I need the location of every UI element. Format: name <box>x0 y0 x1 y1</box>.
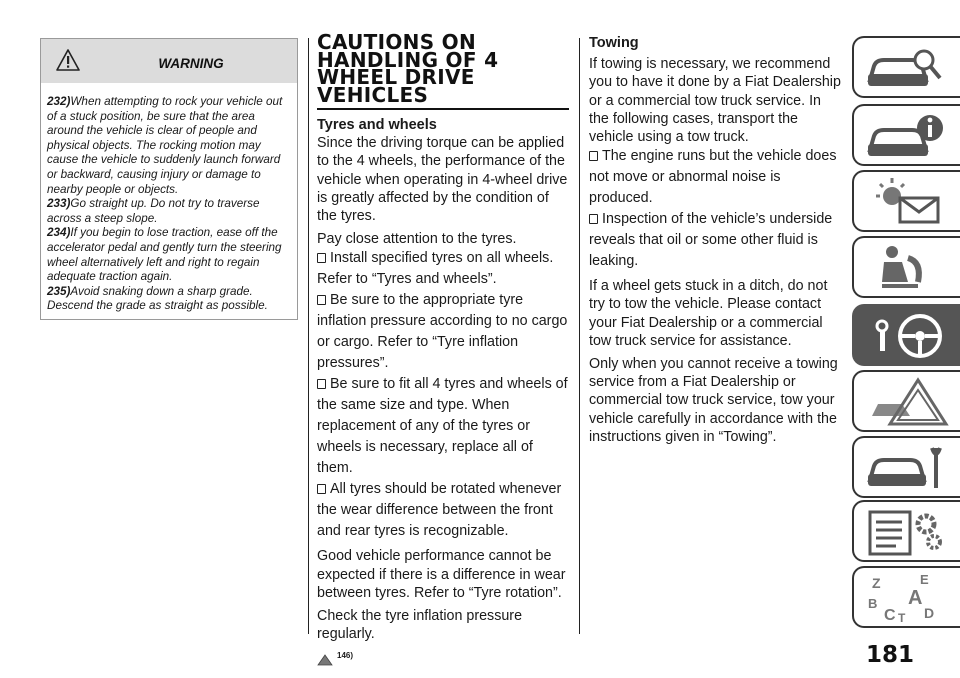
bullet-item <box>589 209 843 272</box>
warning-body <box>47 95 291 314</box>
tab-warning-lights[interactable] <box>852 170 960 232</box>
paragraph: Pay close attention to the tyres. <box>317 231 517 248</box>
paragraph: Since the driving torque can be applied to the 4 wheels, the performance of the vehicle when operating in 4-wheel drive is greatly affected by the condition of the tyres. <box>317 135 568 225</box>
index-letter-d: D <box>924 605 935 621</box>
middle-column <box>317 30 569 666</box>
warning-item-text: Go straight up. Do not try to traverse across a steep slope. <box>47 197 260 225</box>
warning-lights-icon <box>862 176 952 228</box>
column-divider <box>308 38 309 634</box>
paragraph: Only when you cannot receive a towing service from a Fiat Dealership or commercial tow truck service, tow your vehicle carefully in accordance with the instructions given in “Towing”. <box>589 356 838 445</box>
breakdown-triangle-icon <box>862 376 952 428</box>
warning-item-number: 232) <box>47 95 71 108</box>
tab-safety[interactable] <box>852 236 960 298</box>
warning-header <box>41 39 297 83</box>
warning-item <box>47 197 291 226</box>
bullet-item <box>317 290 569 374</box>
index-letter-c: C <box>884 607 896 624</box>
chapter-tabs <box>852 0 960 678</box>
bullet-text: Be sure to the appropriate tyre inflation pressure according to no cargo or cargo. Refer to “Tyre inflation pressures”. <box>317 292 568 372</box>
warning-item <box>47 285 291 314</box>
bullet-text: Install specified tyres on all wheels. Refer to “Tyres and wheels”. <box>317 250 554 288</box>
airbag-seat-icon <box>862 242 952 294</box>
checkbox-bullet-icon <box>589 214 598 224</box>
note-reference <box>317 647 569 665</box>
tab-knowing-instrument-panel[interactable] <box>852 104 960 166</box>
bullet-text: Inspection of the vehicle’s underside reveals that oil or some other fluid is leaking. <box>589 211 833 270</box>
index-letter-b: B <box>868 596 878 611</box>
bullet-item <box>317 374 569 479</box>
bullet-text: Be sure to fit all 4 tyres and wheels of the same size and type. When replacement of any of the tyres or wheels is necessary, replace all of them. <box>317 376 568 477</box>
warning-item-text: Avoid snaking down a sharp grade. Descend the grade as straight as possible. <box>47 284 268 313</box>
tab-getting-to-know-car[interactable] <box>852 36 960 98</box>
subsection-title: Tyres and wheels <box>317 117 437 133</box>
paragraph: Check the tyre inflation pressure regularly. <box>317 608 523 643</box>
index-letter-z: Z <box>872 575 881 591</box>
tab-in-emergency[interactable] <box>852 370 960 432</box>
subsection-title: Towing <box>589 35 639 51</box>
paragraph: Good vehicle performance cannot be expected if there is a difference in wear between tyres. Refer to “Tyre rotation”. <box>317 548 566 601</box>
page-number: 181 <box>866 642 915 668</box>
index-letter-a: A <box>908 587 923 609</box>
checkbox-bullet-icon <box>317 379 326 389</box>
checkbox-bullet-icon <box>589 151 598 161</box>
note-reference-label: 146) <box>337 651 354 661</box>
checkbox-bullet-icon <box>317 253 326 263</box>
bullet-text: The engine runs but the vehicle does not move or abnormal noise is produced. <box>589 148 837 207</box>
warning-item-number: 233) <box>47 197 71 211</box>
warning-item-text: If you begin to lose traction, ease off the accelerator pedal and gently turn the steering wheel alternatively left and right to regain adequate traction again. <box>47 226 282 284</box>
bullet-text: All tyres should be rotated whenever the wear difference between the front and rear tyres is recognizable. <box>317 481 562 540</box>
warning-item-number: 234) <box>47 226 71 240</box>
key-steering-icon <box>862 310 952 362</box>
warning-item <box>47 95 291 197</box>
warning-title: WARNING <box>158 56 224 71</box>
paragraph: If a wheel gets stuck in a ditch, do not try to tow the vehicle. Please contact your Fiat Dealership or a commercial tow truck service for assistance. <box>589 278 828 349</box>
checkbox-bullet-icon <box>317 484 326 494</box>
car-info-icon <box>862 110 952 162</box>
car-service-icon <box>862 442 952 494</box>
index-letter-t: T <box>898 611 906 624</box>
bullet-item <box>317 479 569 542</box>
tab-index[interactable] <box>852 566 960 628</box>
section-title: CAUTIONS ON HANDLING OF 4 WHEEL DRIVE VEHICLES <box>317 34 569 110</box>
warning-item <box>47 226 291 284</box>
tab-servicing-and-care[interactable] <box>852 436 960 498</box>
warning-item-text: When attempting to rock your vehicle out of a stuck position, be sure that the area around the vehicle is clear of people and physical objects. The rocking motion may cause the vehicle to suddenly launch forward or backward, causing injury or damage to nearby people or objects. <box>47 95 283 196</box>
note-reference-icon <box>317 654 333 666</box>
tab-starting-and-driving[interactable] <box>852 304 960 366</box>
tab-technical-specifications[interactable] <box>852 500 960 562</box>
checkbox-bullet-icon <box>317 295 326 305</box>
paragraph: If towing is necessary, we recommend you to have it done by a Fiat Dealership or a commercial tow truck service. In the following cases, transport the vehicle using a tow truck. <box>589 56 841 146</box>
car-search-icon <box>862 42 952 94</box>
right-column <box>589 34 843 446</box>
bullet-item <box>317 248 569 290</box>
column-divider <box>579 38 580 634</box>
warning-box <box>40 38 298 320</box>
specs-gear-icon <box>862 506 952 558</box>
bullet-item <box>589 146 843 209</box>
warning-item-number: 235) <box>47 284 71 298</box>
index-letter-e: E <box>920 572 929 587</box>
alphabetical-index-icon <box>862 572 952 624</box>
